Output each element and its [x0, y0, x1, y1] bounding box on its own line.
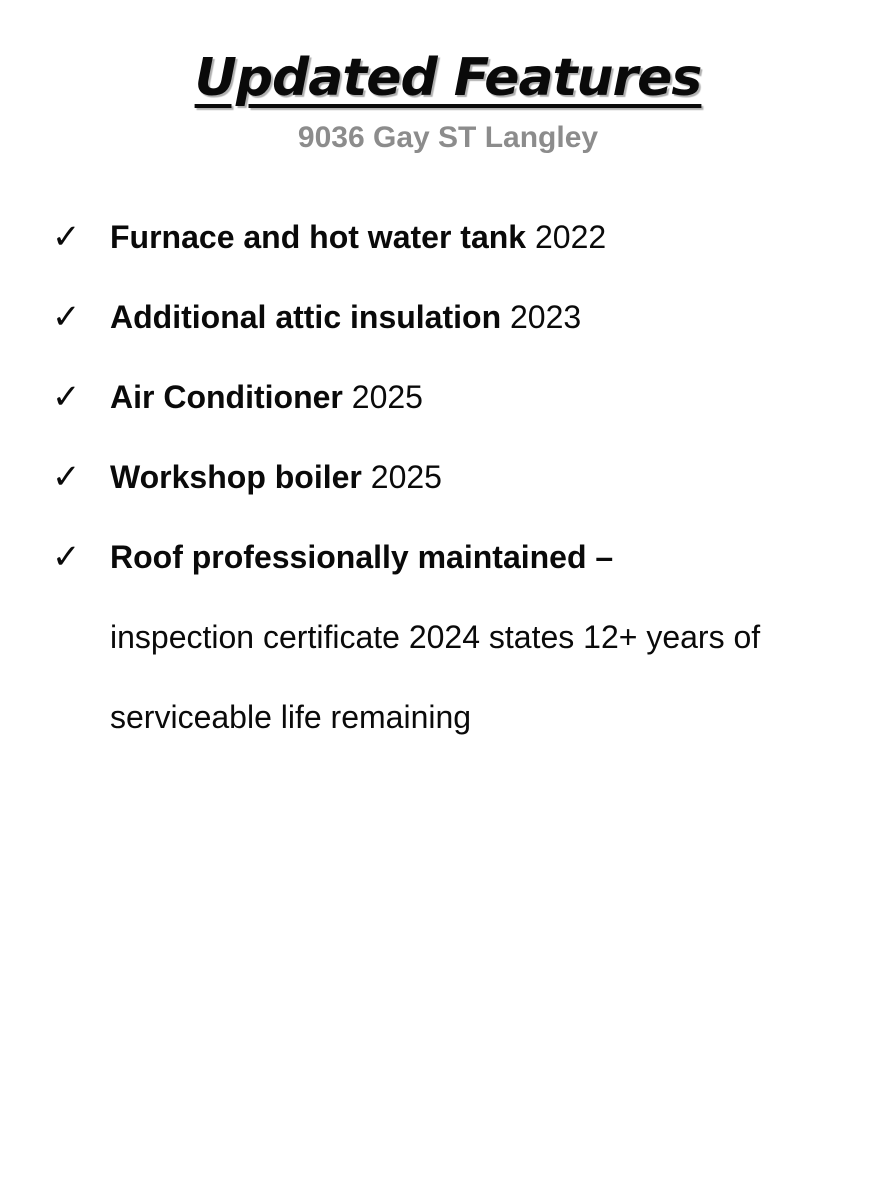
list-item-year: 2025 [361, 459, 442, 496]
list-item [52, 537, 856, 737]
list-item-continuation-line: serviceable life remaining [110, 699, 472, 736]
list-item-label: Additional attic insulation [110, 299, 502, 336]
list-item-content [110, 297, 581, 337]
list-item-main-line [110, 457, 442, 497]
list-item-content [110, 457, 442, 497]
list-item-year: 2023 [501, 299, 582, 336]
page-title: Updated Features [194, 48, 702, 108]
list-item [52, 457, 856, 497]
checkmark-icon: ✓ [52, 538, 81, 577]
checkmark-icon: ✓ [52, 218, 81, 257]
list-item-main-line [110, 537, 760, 577]
list-item-label: Workshop boiler [110, 459, 362, 496]
list-item-content [110, 377, 423, 417]
list-item-content [110, 217, 606, 257]
list-item-main-line [110, 217, 606, 257]
page-subtitle: 9036 Gay ST Langley [297, 121, 599, 155]
list-item [52, 297, 856, 337]
list-item-main-line [110, 377, 423, 417]
list-item-label: Air Conditioner [110, 379, 343, 416]
list-item-continuation-line: inspection certificate 2024 states 12+ years of [110, 619, 761, 656]
list-item [52, 377, 856, 417]
checklist [0, 217, 896, 737]
list-item-label: Roof professionally maintained – [110, 539, 614, 576]
checkmark-icon: ✓ [52, 458, 81, 497]
list-item-content [110, 537, 760, 737]
checkmark-icon: ✓ [52, 298, 81, 337]
header [0, 0, 896, 155]
list-item-year: 2022 [526, 219, 607, 256]
list-item-main-line [110, 297, 581, 337]
list-item-label: Furnace and hot water tank [110, 219, 527, 256]
list-item [52, 217, 856, 257]
checkmark-icon: ✓ [52, 378, 81, 417]
list-item-year: 2025 [342, 379, 423, 416]
